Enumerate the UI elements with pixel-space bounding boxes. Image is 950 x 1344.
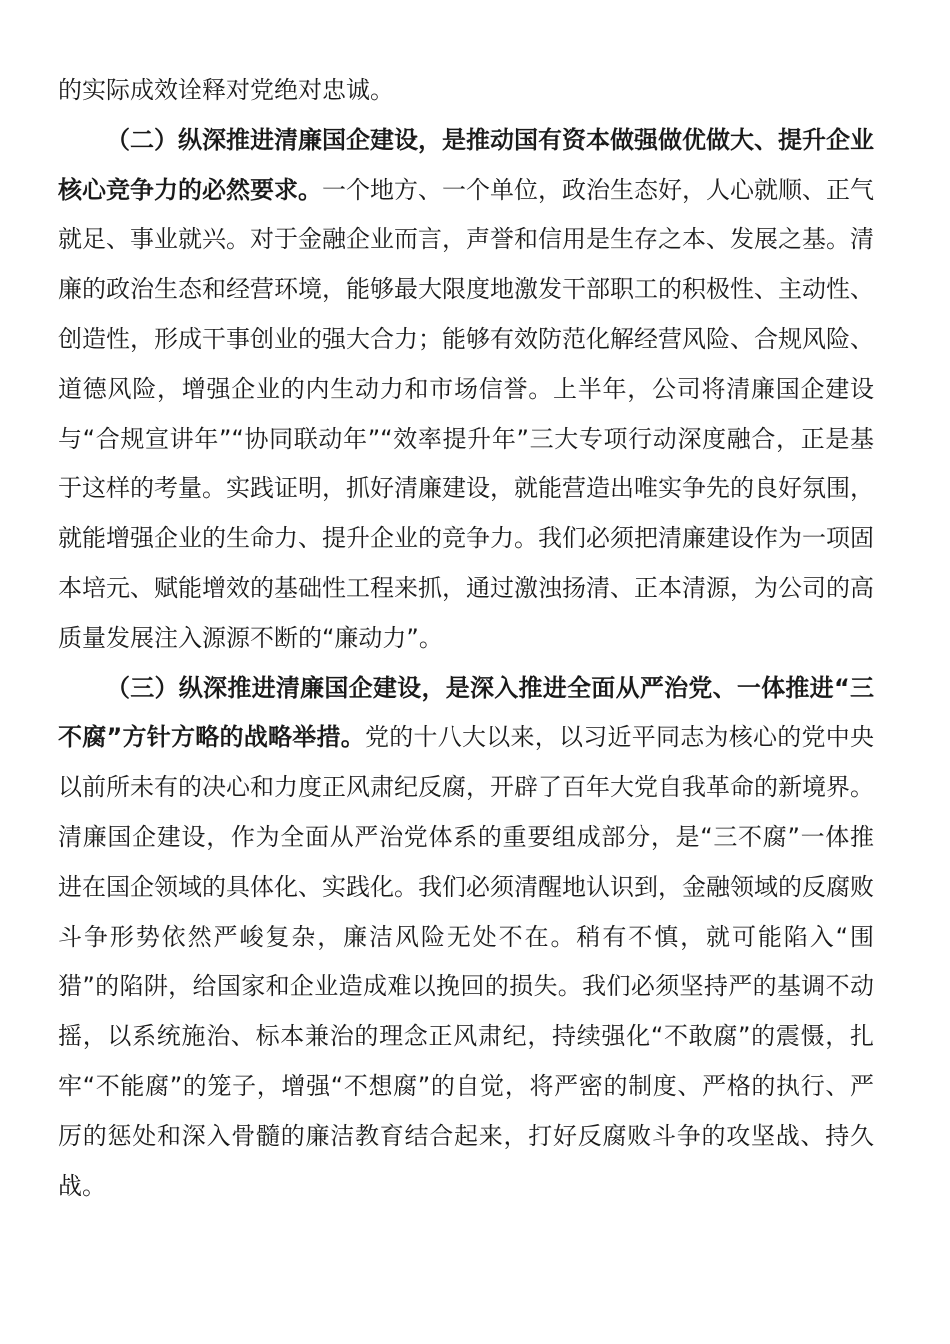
paragraph-text: 一个地方、一个单位，政治生态好，人心就顺、正气就足、事业就兴。对于金融企业而言，声誉和信用是生存之本、发展之基。清廉的政治生态和经营环境，能够最大限度地激发干部职工的积极性、主动性、创造性，形成干事创业的强大合力；能够有效防范化解经营风险、合规风险、道德风险，增强企业的内生动力和市场信誉。上半年，公司将清廉国企建设与“合规宣讲年”“协同联动年”“效率提升年”三大专项行动深度融合，正是基于这样的考量。实践证明，抓好清廉建设，就能营造出唯实争先的良好氛围，就能增强企业的生命力、提升企业的竞争力。我们必须把清廉建设作为一项固本培元、赋能增效的基础性工程来抓，通过激浊扬清、正本清源，为公司的高质量发展注入源源不断的“廉动力”。 xyxy=(58,175,874,652)
document-page xyxy=(58,66,874,1211)
paragraph-continuation xyxy=(58,66,874,116)
paragraph-section-two xyxy=(58,116,874,664)
section-heading: （二）纵深推进清廉国企建设，是推动国有资本做强做优做大、提升企业核心竞争力的必然要求。 xyxy=(58,125,874,204)
paragraph-section-three xyxy=(58,664,874,1212)
section-heading: （三）纵深推进清廉国企建设，是深入推进全面从严治党、一体推进“三不腐”方针方略的战略举措。 xyxy=(58,673,874,752)
paragraph-text: 的实际成效诠释对党绝对忠诚。 xyxy=(58,76,394,104)
paragraph-text: 党的十八大以来，以习近平同志为核心的党中央以前所未有的决心和力度正风肃纪反腐，开辟了百年大党自我革命的新境界。清廉国企建设，作为全面从严治党体系的重要组成部分，是“三不腐”一体推进在国企领域的具体化、实践化。我们必须清醒地认识到，金融领域的反腐败斗争形势依然严峻复杂，廉洁风险无处不在。稍有不慎，就可能陷入“围猎”的陷阱，给国家和企业造成难以挽回的损失。我们必须坚持严的基调不动摇，以系统施治、标本兼治的理念正风肃纪，持续强化“不敢腐”的震慑，扎牢“不能腐”的笼子，增强“不想腐”的自觉，将严密的制度、严格的执行、严厉的惩处和深入骨髓的廉洁教育结合起来，打好反腐败斗争的攻坚战、持久战。 xyxy=(58,723,874,1200)
